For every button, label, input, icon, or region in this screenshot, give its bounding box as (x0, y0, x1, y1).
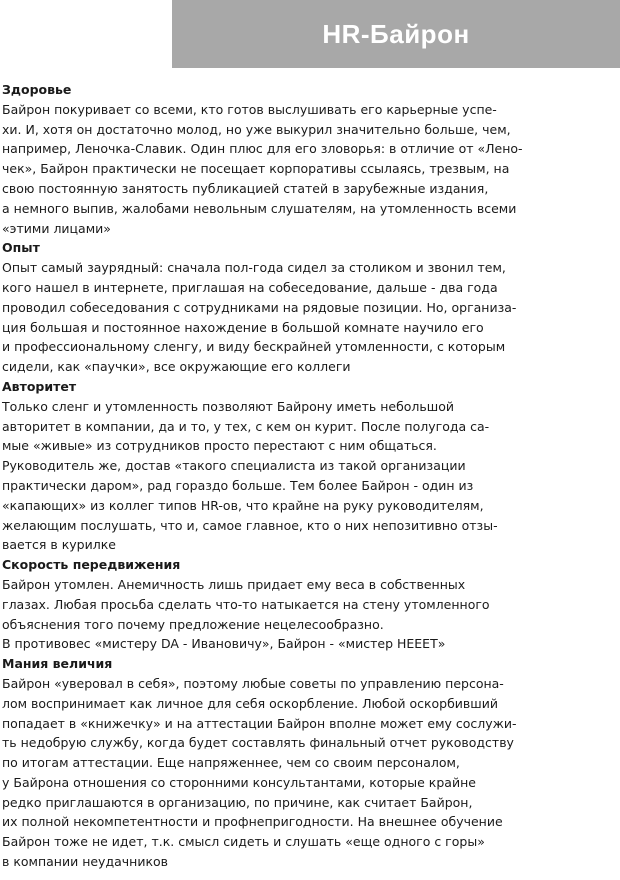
section-heading: Скорость передвижения (2, 557, 181, 573)
section-heading: Авторитет (2, 378, 77, 394)
paragraph-line: Руководитель же, достав «такого специалиста из такой организации (2, 458, 466, 474)
paragraph-line: проводил собеседования с сотрудниками на рядовые позиции. Но, организа- (2, 299, 517, 315)
paragraph-line: практически даром», рад гораздо больше. Тем более Байрон - один из (2, 477, 474, 493)
paragraph-line: редко приглашаются в организацию, по причине, как считает Байрон, (2, 794, 473, 810)
section-speed (2, 555, 614, 654)
paragraph-line: ть недобрую службу, когда будет составлять финальный отчет руководству (2, 735, 514, 751)
paragraph-line: авторитет в компании, да и то, у тех, с кем он курит. После полугода са- (2, 418, 490, 434)
paragraph-line: а немного выпив, жалобами невольным слушателям, на утомленность всеми (2, 200, 517, 216)
paragraph-line: ция большая и постоянное нахождение в большой комнате научило его (2, 319, 484, 335)
section-heading: Опыт (2, 240, 40, 256)
section-health (2, 80, 614, 238)
section-megalomania (2, 654, 614, 872)
paragraph-line: Опыт самый заурядный: сначала пол-года сидел за столиком и звонил тем, (2, 260, 506, 276)
paragraph-line: их полной некомпетентности и профнепригодности. На внешнее обучение (2, 814, 503, 830)
paragraph-line: попадает в «книжечку» и на аттестации Байрон вполне может ему сослужи- (2, 715, 517, 731)
paragraph-line: вается в курилке (2, 537, 116, 553)
paragraph-line: хи. И, хотя он достаточно молод, но уже выкурил значительно больше, чем, (2, 121, 511, 137)
paragraph-line: и профессиональному сленгу, и виду бескрайней утомленности, с которым (2, 339, 506, 355)
paragraph-line: в компании неудачников (2, 854, 169, 870)
page-title: HR-Байрон (322, 18, 470, 49)
paragraph-line: кого нашел в интернете, приглашая на собеседование, дальше - два года (2, 279, 498, 295)
section-experience (2, 238, 614, 377)
page-header (172, 0, 620, 68)
paragraph-line: Байрон покуривает со всеми, кто готов выслушивать его карьерные успе- (2, 101, 497, 117)
paragraph-line: свою постоянную занятость публикацией статей в зарубежные издания, (2, 180, 489, 196)
paragraph-line: лом воспринимает как личное для себя оскорбление. Любой оскорбивший (2, 695, 498, 711)
paragraph-line: глазах. Любая просьба сделать что-то натыкается на стену утомленного (2, 596, 490, 612)
paragraph-line: по итогам аттестации. Еще напряженнее, чем со своим персоналом, (2, 755, 460, 771)
paragraph-line: Байрон тоже не идет, т.к. смысл сидеть и слушать «еще одного с горы» (2, 834, 485, 850)
article-body (2, 80, 614, 872)
paragraph-line: мые «живые» из сотрудников просто перестают с ним общаться. (2, 438, 437, 454)
section-heading: Здоровье (2, 82, 72, 97)
paragraph-line: например, Леночка-Славик. Один плюс для его зловорья: в отличие от «Лено- (2, 141, 523, 157)
section-heading: Мания величия (2, 656, 113, 672)
paragraph-line: Только сленг и утомленность позволяют Байрону иметь небольшой (2, 398, 455, 414)
paragraph-line: сидели, как «паучки», все окружающие его коллеги (2, 359, 351, 375)
paragraph-line: чек», Байрон практически не посещает корпоративы ссылаясь, трезвым, на (2, 161, 510, 177)
paragraph-line: В противовес «мистеру DA - Ивановичу», Байрон - «мистер НЕЕЕТ» (2, 636, 446, 652)
paragraph-line: объяснения того почему предложение нецелесообразно. (2, 616, 384, 632)
paragraph-line: желающим послушать, что и, самое главное, кто о них непозитивно отзы- (2, 517, 498, 533)
paragraph-line: «этими лицами» (2, 220, 111, 236)
paragraph-line: у Байрона отношения со сторонними консультантами, которые крайне (2, 774, 476, 790)
paragraph-line: Байрон «уверовал в себя», поэтому любые советы по управлению персона- (2, 675, 504, 691)
section-authority (2, 377, 614, 555)
paragraph-line: «капающих» из коллег типов HR-ов, что крайне на руку руководителям, (2, 497, 484, 513)
paragraph-line: Байрон утомлен. Анемичность лишь придает ему веса в собственных (2, 576, 466, 592)
